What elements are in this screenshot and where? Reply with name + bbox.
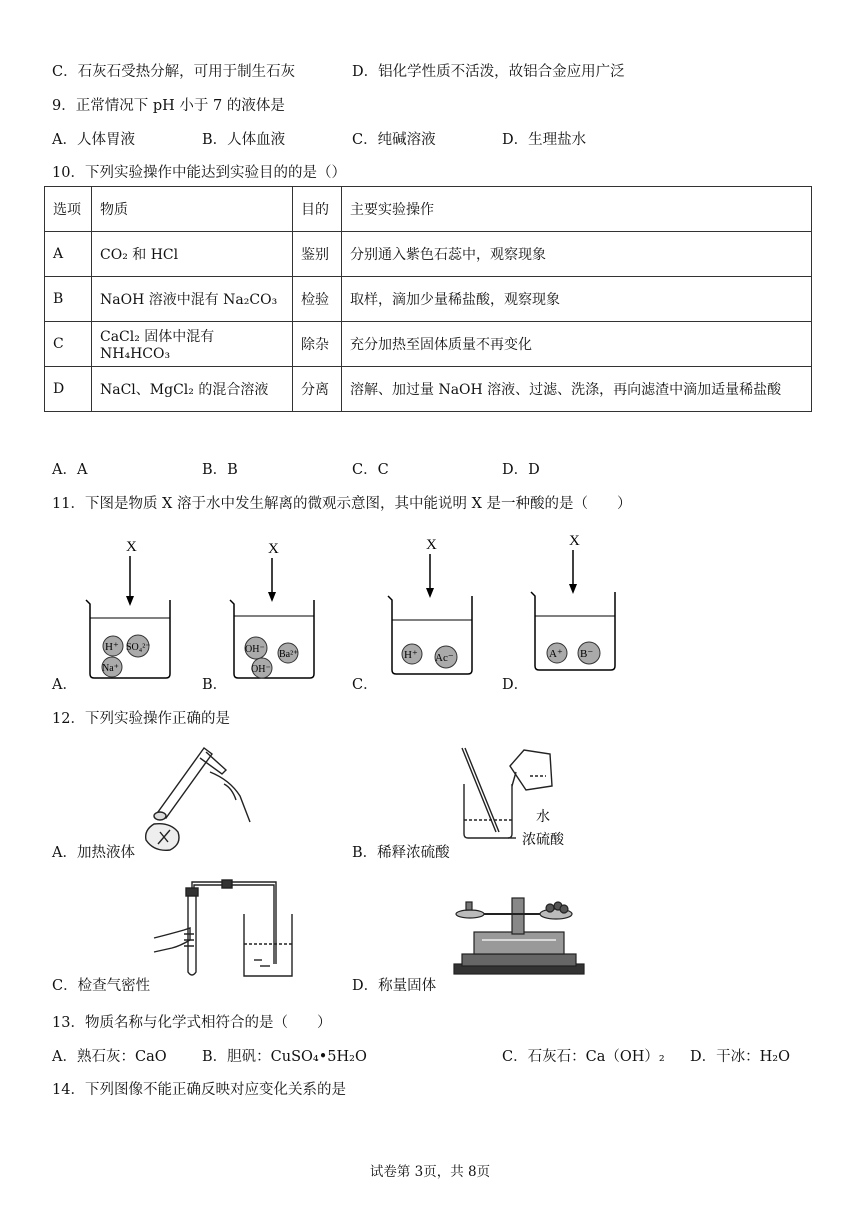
q10-option-c: C．C [352, 462, 389, 478]
q11-option-b: B． [202, 677, 228, 693]
q9-option-c: C．纯碱溶液 [352, 132, 436, 148]
q13-option-a: A．熟石灰：CaO [52, 1049, 167, 1065]
q10-option-d: D．D [502, 462, 540, 478]
ion-label: H⁺ [404, 649, 418, 661]
q13-option-d: D．干冰：H₂O [690, 1049, 790, 1065]
cell: 鉴别 [293, 232, 342, 277]
q13-stem: 13．物质名称与化学式相符合的是（ ） [52, 1015, 332, 1031]
q10-table [44, 186, 812, 412]
q13-option-b: B．胆矾：CuSO₄•5H₂O [202, 1049, 367, 1065]
dilute-acid-figure [456, 746, 586, 854]
x-label: X [569, 533, 580, 549]
cell: 充分加热至固体质量不再变化 [342, 322, 812, 367]
cell: 分别通入紫色石蕊中，观察现象 [342, 232, 812, 277]
table-row [45, 322, 812, 367]
cell: D [45, 367, 92, 412]
q11-stem: 11．下图是物质 X 溶于水中发生解离的微观示意图，其中能说明 X 是一种酸的是（ ） [52, 496, 632, 512]
beaker-figure-a [82, 534, 182, 684]
cell: C [45, 322, 92, 367]
q9-option-d: D．生理盐水 [502, 132, 587, 148]
water-label: 水 [536, 809, 550, 825]
cell: 检验 [293, 277, 342, 322]
q12-stem: 12．下列实验操作正确的是 [52, 711, 230, 727]
cell: NaCl、MgCl₂ 的混合溶液 [92, 367, 293, 412]
cell: 溶解、加过量 NaOH 溶液、过滤、洗涤，再向滤渣中滴加适量稀盐酸 [342, 367, 812, 412]
heating-liquid-figure [140, 744, 260, 856]
x-label: X [126, 539, 137, 555]
ion-label: Ba²⁺ [279, 649, 299, 660]
ion-label: OH⁻ [251, 664, 271, 675]
q14-stem: 14．下列图像不能正确反映对应变化关系的是 [52, 1082, 346, 1098]
q12-option-c: C．检查气密性 [52, 978, 151, 994]
cell: 分离 [293, 367, 342, 412]
ion-label: Ac⁻ [435, 652, 454, 664]
q9-option-a: A．人体胃液 [52, 132, 135, 148]
beaker-figure-d [527, 530, 627, 676]
x-label: X [268, 541, 279, 557]
q10-option-a: A．A [52, 462, 88, 478]
cell: 取样，滴加少量稀盐酸，观察现象 [342, 277, 812, 322]
q11-option-d: D． [502, 677, 529, 693]
ion-label: OH⁻ [245, 644, 265, 655]
header-purpose: 目的 [293, 187, 342, 232]
x-label: X [426, 537, 437, 553]
q10-option-b: B．B [202, 462, 238, 478]
header-operation: 主要实验操作 [342, 187, 812, 232]
cell: 除杂 [293, 322, 342, 367]
q11-option-a: A． [52, 677, 77, 693]
airtightness-figure [150, 880, 300, 980]
q11-option-c: C． [352, 677, 378, 693]
cell: CaCl₂ 固体中混有 NH₄HCO₃ [92, 322, 293, 367]
q10-stem: 10．下列实验操作中能达到实验目的的是（） [52, 165, 346, 181]
q8-option-d: D．铝化学性质不活泼，故铝合金应用广泛 [352, 64, 625, 80]
table-header-row [45, 187, 812, 232]
acid-label: 浓硫酸 [522, 832, 564, 848]
q13-option-c: C．石灰石：Ca（OH）₂ [502, 1049, 665, 1065]
q12-option-a: A．加热液体 [52, 845, 135, 861]
table-row [45, 232, 812, 277]
ion-label: H⁺ [105, 641, 119, 653]
q9-option-b: B．人体血液 [202, 132, 286, 148]
header-option: 选项 [45, 187, 92, 232]
q8-option-c: C．石灰石受热分解，可用于制生石灰 [52, 64, 296, 80]
q12-option-b: B．稀释浓硫酸 [352, 845, 450, 861]
q12-option-d: D．称量固体 [352, 978, 437, 994]
ion-label: A⁺ [549, 648, 563, 660]
ion-label: SO₄²⁻ [126, 642, 151, 653]
cell: NaOH 溶液中混有 Na₂CO₃ [92, 277, 293, 322]
page-footer: 试卷第 3页，共 8页 [369, 1164, 491, 1180]
beaker-figure-c [384, 534, 484, 680]
cell: B [45, 277, 92, 322]
table-row [45, 367, 812, 412]
cell: CO₂ 和 HCl [92, 232, 293, 277]
header-substance: 物质 [92, 187, 293, 232]
table-row [45, 277, 812, 322]
ion-label: Na⁺ [102, 663, 119, 674]
beaker-figure-b [226, 538, 326, 684]
balance-figure [452, 894, 586, 978]
cell: A [45, 232, 92, 277]
ion-label: B⁻ [580, 648, 594, 660]
q9-stem: 9．正常情况下 pH 小于 7 的液体是 [52, 98, 285, 114]
